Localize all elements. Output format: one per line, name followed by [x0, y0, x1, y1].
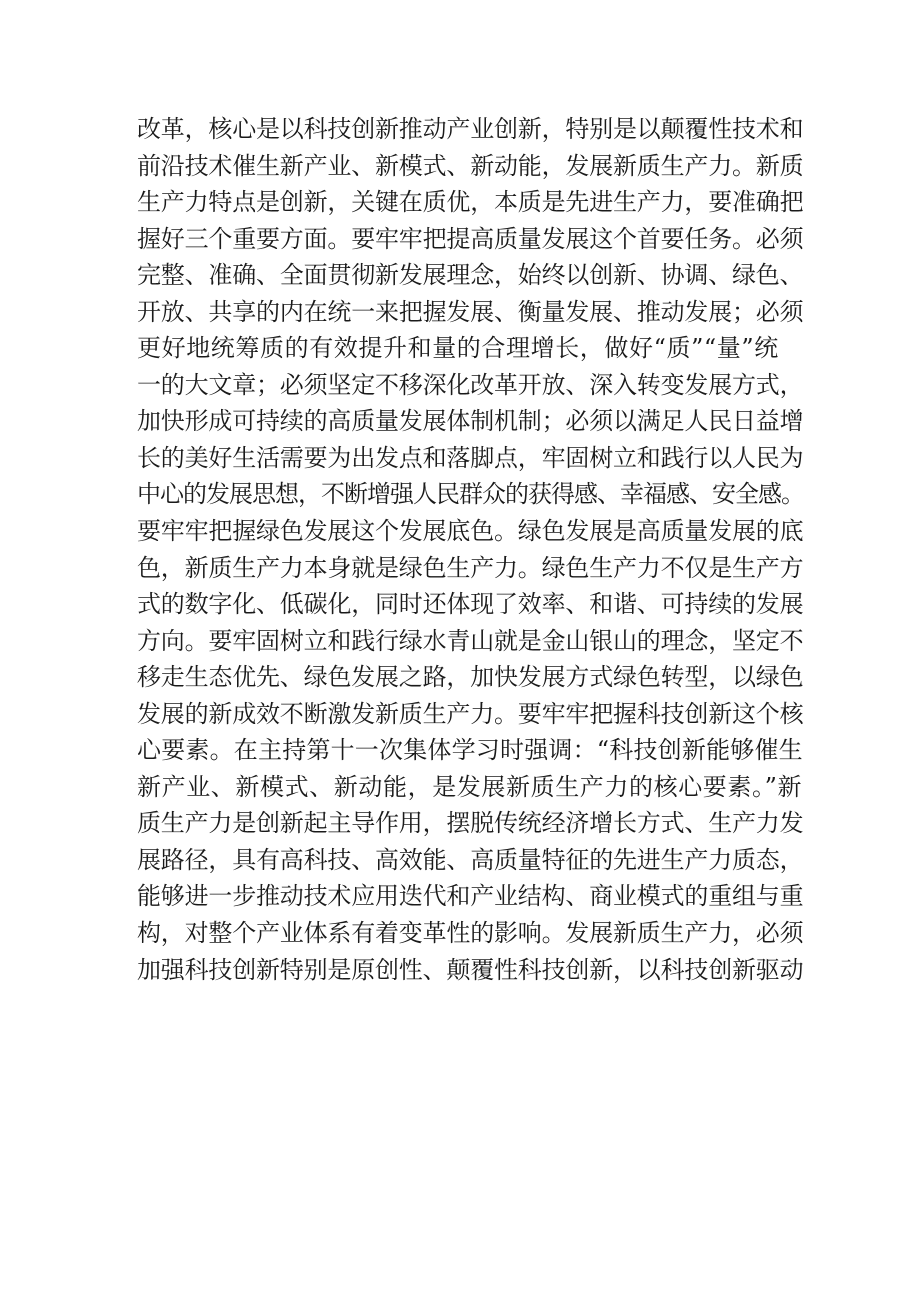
text-line: 加快形成可持续的高质量发展体制机制；必须以满足人民日益增: [137, 407, 804, 436]
text-line: 加强科技创新特别是原创性、颠覆性科技创新，以科技创新驱动: [137, 955, 804, 984]
text-line: 构，对整个产业体系有着变革性的影响。发展新质生产力，必须: [137, 919, 804, 948]
text-line: 改革，核心是以科技创新推动产业创新，特别是以颠覆性技术和: [137, 115, 804, 143]
body-text: [137, 111, 804, 988]
text-line: 方向。要牢固树立和践行绿水青山就是金山银山的理念，坚定不: [137, 626, 804, 655]
text-line: 移走生态优先、绿色发展之路，加快发展方式绿色转型，以绿色: [137, 663, 804, 692]
text-line: 完整、准确、全面贯彻新发展理念，始终以创新、协调、绿色、: [137, 261, 804, 290]
text-line: 展路径，具有高科技、高效能、高质量特征的先进生产力质态，: [137, 845, 804, 874]
text-line: 长的美好生活需要为出发点和落脚点，牢固树立和践行以人民为: [137, 443, 804, 472]
text-line: 心要素。在主持第十一次集体学习时强调：“科技创新能够催生: [137, 736, 803, 765]
text-line: 前沿技术催生新产业、新模式、新动能，发展新质生产力。新质: [137, 151, 804, 180]
text-line: 生产力特点是创新，关键在质优，本质是先进生产力，要准确把: [137, 188, 804, 217]
text-line: 式的数字化、低碳化，同时还体现了效率、和谐、可持续的发展: [137, 590, 804, 619]
text-line: 发展的新成效不断激发新质生产力。要牢牢把握科技创新这个核: [137, 699, 804, 728]
text-line: 更好地统筹质的有效提升和量的合理增长，做好“质”“量”统: [137, 334, 779, 363]
text-line: 要牢牢把握绿色发展这个发展底色。绿色发展是高质量发展的底: [137, 517, 804, 546]
text-line: 色，新质生产力本身就是绿色生产力。绿色生产力不仅是生产方: [137, 553, 804, 582]
text-line: 质生产力是创新起主导作用，摆脱传统经济增长方式、生产力发: [137, 809, 804, 838]
text-line: 开放、共享的内在统一来把握发展、衡量发展、推动发展；必须: [137, 297, 804, 326]
text-line: 一的大文章；必须坚定不移深化改革开放、深入转变发展方式，: [137, 370, 804, 399]
text-line: 新产业、新模式、新动能，是发展新质生产力的核心要素。”新: [137, 772, 803, 801]
text-line: 握好三个重要方面。要牢牢把提高质量发展这个首要任务。必须: [137, 224, 804, 253]
text-line: 能够进一步推动技术应用迭代和产业结构、商业模式的重组与重: [137, 882, 804, 911]
text-line: 中心的发展思想，不断增强人民群众的获得感、幸福感、安全感。: [137, 480, 804, 509]
